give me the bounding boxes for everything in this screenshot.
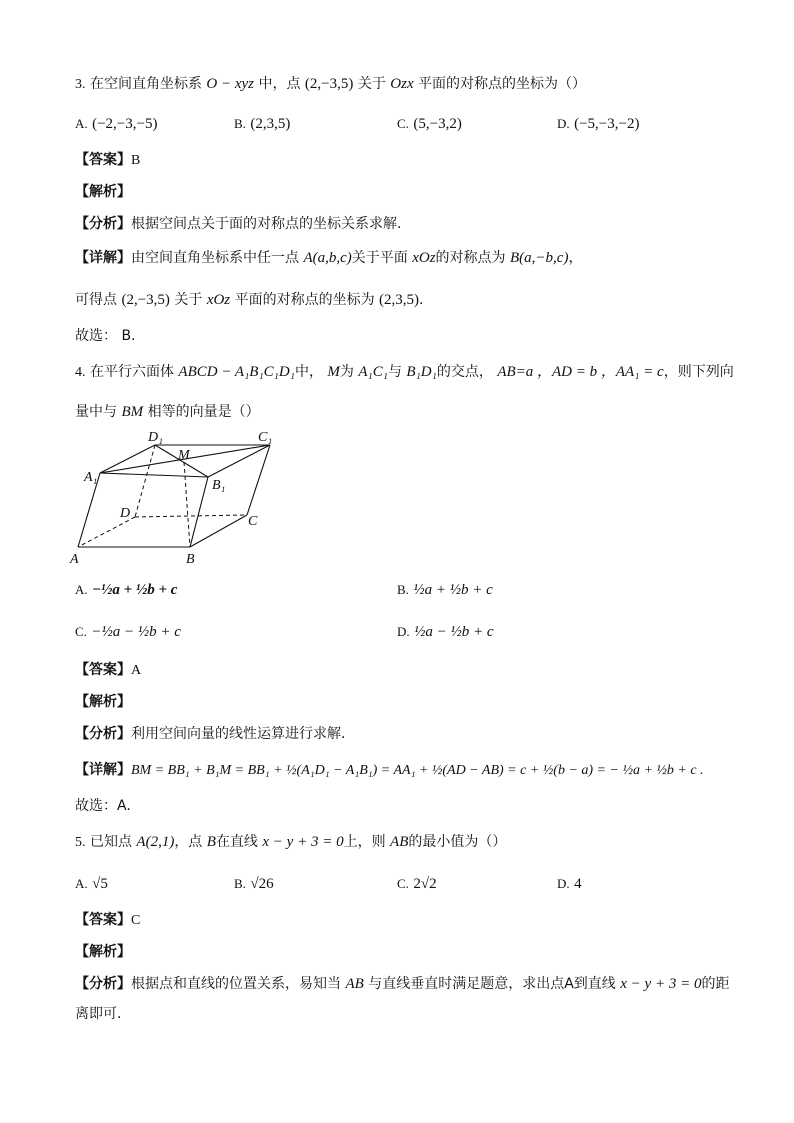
q4-stem: 4. 在平行六面体 ABCD − A₁B₁C₁D₁中， M为 A₁C₁与 B₁D₁的交点， AB=a ，AD = b ，AA₁ = c，则下列向 [75, 364, 734, 380]
q4-xiangjie: 【详解】BM = BB₁ + B₁M = BB₁ + ½(A₁D₁ − A₁B₁) = AA₁ + ½(AD − AB) = c + ½(b − a) = − ½a + ½b + c . [75, 762, 704, 778]
q5-fenxi-line2: 离即可. [75, 1006, 122, 1022]
q3-option-d: D. (−5,−3,−2) [557, 116, 640, 132]
q4-analysis-label: 【解析】 [75, 694, 131, 710]
q4-guxuan: 故选：A. [75, 798, 131, 814]
q4-answer: 【答案】A [75, 662, 142, 678]
q3-option-a: A. (−2,−3,−5) [75, 116, 158, 132]
q4-option-b: B. ½a + ½b + c [397, 582, 493, 598]
q3-stem: 3. 在空间直角坐标系 O − xyz 中，点 (2,−3,5) 关于 Ozx 平面的对称点的坐标为（） [75, 76, 587, 92]
q4-option-a: A. −½a + ½b + c [75, 582, 178, 598]
parallelepiped-figure [60, 425, 290, 570]
q5-analysis-label: 【解析】 [75, 944, 131, 960]
q3-analysis-label: 【解析】 [75, 184, 131, 200]
q5-option-b: B. √26 [234, 876, 274, 892]
q5-option-d: D. 4 [557, 876, 582, 892]
q5-answer: 【答案】C [75, 912, 141, 928]
label-m: M [178, 448, 190, 463]
q3-option-b: B. (2,3,5) [234, 116, 291, 132]
q5-option-c: C. 2√2 [397, 876, 437, 892]
label-b: B [186, 552, 195, 567]
q3-answer: 【答案】B [75, 152, 141, 168]
q3-guxuan: 故选： B. [75, 328, 136, 344]
q4-fenxi: 【分析】利用空间向量的线性运算进行求解. [75, 726, 346, 742]
label-d1: D₁ [148, 430, 163, 445]
q4-stem-line2: 量中与 BM 相等的向量是（） [75, 404, 260, 420]
q3-fenxi: 【分析】根据空间点关于面的对称点的坐标关系求解. [75, 216, 402, 232]
label-d: D [120, 506, 131, 521]
q5-option-a: A. √5 [75, 876, 108, 892]
q3-xiangjie: 【详解】由空间直角坐标系中任一点 A(a,b,c)关于平面 xOz的对称点为 B(a,−b,c)， [75, 250, 583, 266]
label-b1: B₁ [212, 478, 226, 493]
q3-xiangjie-line2: 可得点 (2,−3,5) 关于 xOz 平面的对称点的坐标为 (2,3,5). [75, 292, 424, 308]
q3-option-c: C. (5,−3,2) [397, 116, 462, 132]
q3-number: 3. [75, 77, 86, 92]
q5-fenxi: 【分析】根据点和直线的位置关系，易知当 AB 与直线垂直时满足题意，求出点A到直线 x − y + 3 = 0的距 [75, 976, 730, 992]
label-c: C [248, 514, 258, 529]
q5-stem: 5. 已知点 A(2,1)，点 B在直线 x − y + 3 = 0上，则 AB的最小值为（） [75, 834, 507, 850]
q4-option-d: D. ½a − ½b + c [397, 624, 494, 640]
label-c1: C₁ [258, 430, 273, 445]
q4-option-c: C. −½a − ½b + c [75, 624, 181, 640]
label-a: A [70, 552, 79, 567]
label-a1: A₁ [84, 470, 98, 485]
